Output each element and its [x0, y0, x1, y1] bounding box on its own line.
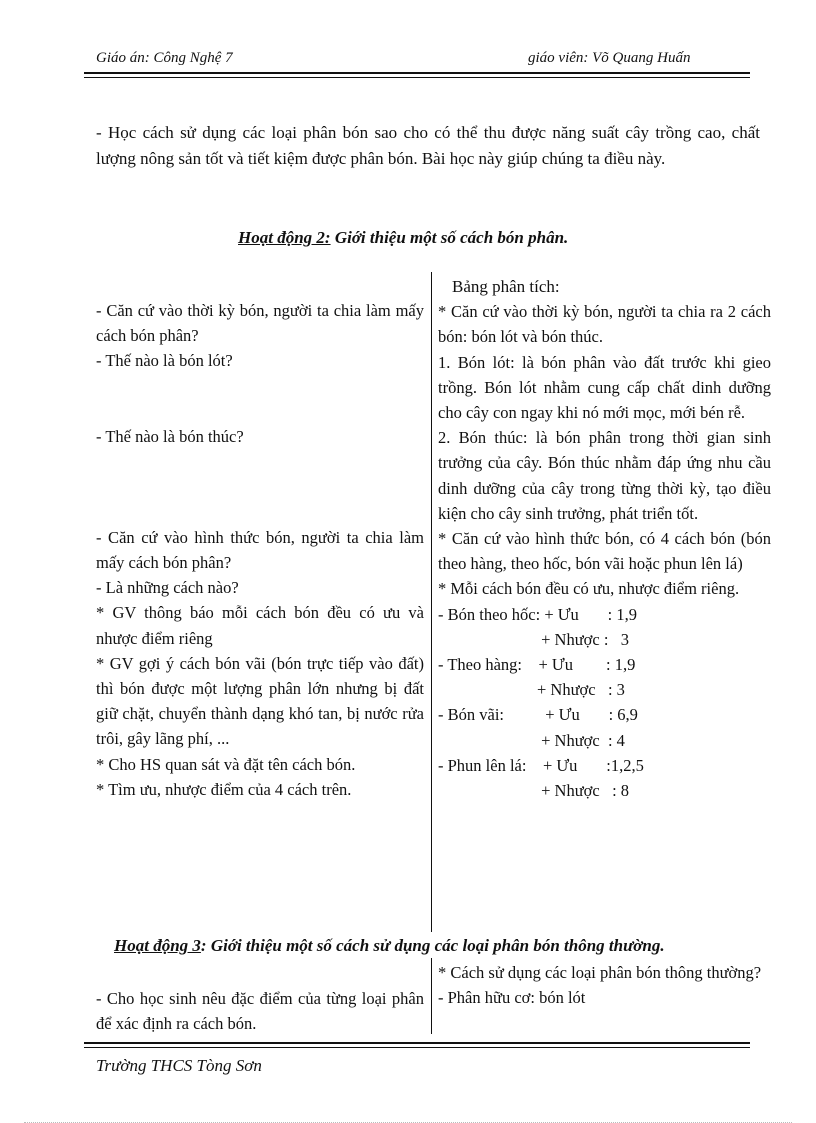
activity3-title: : Giới thiệu một số cách sử dụng các loại phân bón thông thường.: [200, 936, 665, 955]
activity3-huu-co: - Phân hữu cơ: bón lót: [438, 988, 586, 1008]
method-hoc-uu: - Bón theo hốc: + Ưu : 1,9: [438, 604, 638, 624]
analysis-p5: * Mỗi cách bón đều có ưu, nhược điểm riêng.: [438, 579, 740, 599]
analysis-p1: * Căn cứ vào thời kỳ bón, người ta chia ra 2 cách bón: bón lót và bón thúc.: [438, 302, 771, 347]
q-nhung-cach: - Là những cách nào?: [96, 578, 239, 598]
method-phun-uu: - Phun lên lá: + Ưu :1,2,5: [438, 755, 644, 775]
activity3-left-text: - Cho học sinh nêu đặc điểm của từng loại phân để xác định ra cách bón.: [96, 989, 424, 1034]
header-rule-thick: [84, 72, 750, 74]
q-hinh-thuc: - Căn cứ vào hình thức bón, người ta chia làm mấy cách bón phân?: [96, 527, 424, 572]
intro-paragraph: - Học cách sử dụng các loại phân bón sao cho có thể thu được năng suất cây trồng cao, chất lượng nông sản tốt và tiết kiệm được phân bón. Bài học này giúp chúng ta điều này.: [96, 123, 760, 168]
activity2-right-column: [438, 274, 771, 803]
tim-uu-nhuoc: * Tìm ưu, nhược điểm của 4 cách trên.: [96, 779, 352, 799]
method-vai-nhuoc: + Nhược : 4: [438, 730, 625, 750]
activity3-heading: [114, 936, 665, 956]
footer-rule-thick: [84, 1042, 750, 1044]
method-hoc-nhuoc: + Nhược : 3: [438, 629, 630, 649]
activity3-question: * Cách sử dụng các loại phân bón thông thường?: [438, 963, 762, 982]
method-hang-nhuoc: + Nhược : 3: [438, 680, 625, 700]
table3-divider: [431, 958, 432, 1034]
header-left: Giáo án: Công Nghệ 7: [96, 50, 233, 66]
method-vai-uu: - Bón vãi: + Ưu : 6,9: [438, 705, 638, 725]
hs-quan-sat: * Cho HS quan sát và đặt tên cách bón.: [96, 754, 356, 774]
footer-rule-thin: [84, 1047, 750, 1048]
activity3-right-column: [438, 960, 771, 1010]
method-phun-nhuoc: + Nhược : 8: [438, 781, 630, 801]
q-bon-thuc: - Thế nào là bón thúc?: [96, 427, 244, 446]
activity2-heading: [238, 228, 568, 248]
activity2-label: Hoạt động 2:: [238, 228, 331, 247]
q-bon-lot: - Thế nào là bón lót?: [96, 351, 233, 371]
table-divider: [431, 272, 432, 932]
analysis-p2: 1. Bón lót: là bón phân vào đất trước khi gieo trồng. Bón lót nhằm cung cấp chất dinh dưỡng cho cây con ngay khi nó mới mọc, mới bén rễ.: [438, 352, 771, 423]
activity3-left-column: [96, 986, 424, 1036]
q-thoi-ky: - Căn cứ vào thời kỳ bón, người ta chia làm mấy cách bón phân?: [96, 301, 424, 346]
header-rule-thin: [84, 77, 750, 78]
analysis-p4: * Căn cứ vào hình thức bón, có 4 cách bón (bón theo hàng, theo hốc, bón vãi hoặc phun lên lá): [438, 529, 771, 574]
activity3-label: Hoạt động 3: [114, 936, 201, 955]
activity2-title: Giới thiệu một số cách bón phân.: [330, 228, 569, 247]
analysis-p3: 2. Bón thúc: là bón phân trong thời gian sinh trưởng của cây. Bón thúc nhằm đáp ứng nhu cầu dinh dưỡng của cây trong từng thời kỳ, tạo điều kiện cho cây sinh trưởng, phát triển tốt.: [438, 428, 771, 523]
gv-thong-bao: * GV thông báo mỗi cách bón đều có ưu và nhược điểm riêng: [96, 603, 424, 648]
header-right: giáo viên: Võ Quang Huấn: [528, 50, 691, 66]
gv-goi-y: * GV gợi ý cách bón vãi (bón trực tiếp vào đất) thì bón được một lượng phân lớn nhưng bị đất giữ chặt, chuyển thành dạng khó tan, bị nước rửa trôi, gây lãng phí, ...: [96, 653, 424, 749]
footer-school: Trường THCS Tòng Sơn: [96, 1056, 262, 1075]
method-hang-uu: - Theo hàng: + Ưu : 1,9: [438, 655, 636, 675]
analysis-title: Bảng phân tích:: [452, 277, 560, 296]
activity2-left-column: [96, 298, 424, 802]
